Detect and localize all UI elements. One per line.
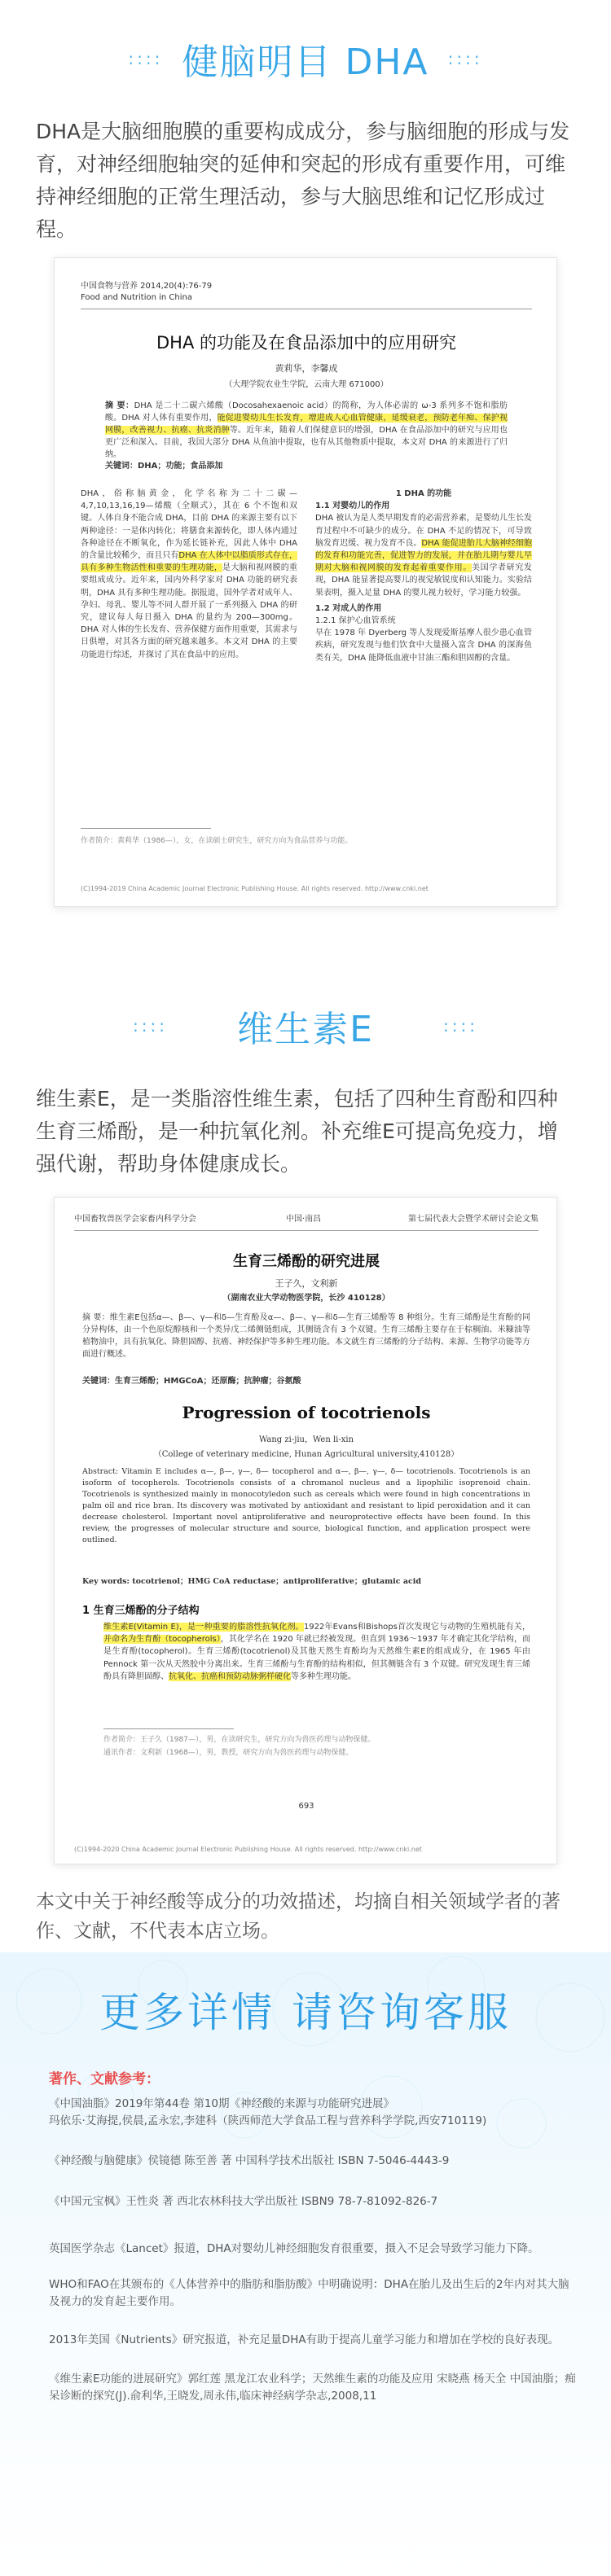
paper2-footer: (C)1994-2020 China Academic Journal Electronic Publishing House. All rights reserved. http://www.cnki.net	[74, 1846, 422, 1853]
right-column-highlight: DHA 能促进胎儿大脑神经细胞的发育和功能完善，促进智力的发展，并在胎儿期与婴儿早期对大脑和视网膜的发育起着重要作用。	[315, 538, 532, 573]
section-vitamin-e-heading	[0, 1000, 611, 1052]
paper2-abstract-cn: 摘 要：维生素E包括α—、β—、γ—和δ—生育酚及α—、β—、γ—和δ—生育三烯酚等 8 种组分。生育三烯酚是生育酚的同分异构体，由一个色原烷醇核和一个类异戊二烯侧链组成，其侧链含有 3 个双键。生育三烯酚主要存在于棕榈油、米糠油等植物油中，具有抗氧化、降胆固醇、抗癌、神经保护等多种生理功能。本文就生育三烯酚的分子结构、来源、生物学功能等方面进行概述。	[82, 1313, 530, 1359]
paper2-header-rule	[74, 1230, 538, 1231]
paper2-title-cn: 生育三烯酚的研究进展	[233, 1253, 380, 1270]
reference-item: 《神经酸与脑健康》侯镜德 陈至善 著 中国科学技术出版社 ISBN 7-5046-4443-9	[49, 2154, 450, 2167]
reference-item: 2013年美国《Nutrients》研究报道，补充足量DHA有助于提高儿童学习能力和增加在学校的良好表现。	[49, 2333, 560, 2346]
left-column-highlight: DHA 在人体中以脂质形式存在，具有多种生物活性和重要的生理功能，	[81, 551, 297, 573]
body-highlight-1: 维生素E(Vitamin E)，是一种重要的脂溶性抗氧化剂。	[103, 1623, 304, 1632]
reference-item: 《中国油脂》2019年第44卷 第10期《神经酸的来源与功能研究进展》 玛依乐·艾海提,侯晨,孟永宏,李建科（陕西师范大学食品工程与营养科学学院,西安710119)	[49, 2097, 487, 2127]
body-highlight-3: 抗氧化、抗癌和预防动脉粥样硬化	[169, 1671, 291, 1681]
heading-dots-right: ::::	[443, 1016, 478, 1036]
vitamin-e-paper-scan: 中国畜牧兽医学会家畜内科学分会 中国·南昌 第七届代表大会暨学术研讨会论文集 生育三烯酚的研究进展 王子久，文利新 （湖南农业大学动物医学院，长沙 410128） 摘 要：维生素E包括α—、β—、γ—和δ—生育酚及α—、β—、γ—和δ—生育三烯酚等 8 种组分。生育三烯酚是生育酚的同分异构体，由一个色原烷醇核和一个类异戊二烯侧链组成，其侧链含有 3 个双键。生育三烯酚主要存在于棕榈油、米糠油等植物油中，具有抗氧化、降胆固醇、抗癌、神经保护等多种生理功能。本文就生育三烯酚的分子结构、来源、生物学功能等方面进行概述。 关键词：生育三烯酚；HMGCoA；还原酶；抗肿瘤；谷氨酸 Progression of tocotrienols Wang zi-jiu，Wen li-xin （College of veterinary medicine, Hunan Agricultural university,410128） Abstract: Vitamin E includes α—, β—, γ—, δ— tocopherol and α—, β—, γ—, δ— tocotrienols. Tocotrienols is an isoform of tocopherols. Tocotrienols consists of a chromanol nucleus and a lipophilic isoprenoid chain. Tocotrienols is synthesized mainly in monocotyledon such as cereals which were found in high concentrations in palm oil and rice bran. Its discovery was motivated by antioxidant and resistant to lipid peroxidation and it can decrease cholesterol. Important novel antiproliferative and neuroprotective effects have been found. In this review, the progresses of molecular structure and source, biological function, and application prospect were outlined. Key words: tocotrienol；HMG CoA reductase；antiproliferative；glutamic acid 1 生育三烯酚的分子结构 维生素E(Vitamin E)，是一种重要的脂溶性抗氧化剂。1922年Evans和Bishops首次发现它与动物的生殖机能有关，并命名为生育酚（tocopherols），其化学名在 1920 年就已经被发现。但直到 1936～1937 年才确定其化学结构，而是生育酚(tocopherol)。生育三烯酚(tocotrienol)及其他天然生育酚均为天然维生素E的组成成分，在 1965 年由 Pennock 第一次从天然胶中分离出来。生育三烯酚与生育酚的结构相似，但其侧链含有 3 个双键。研究发现生育三烯酚具有降胆固醇、抗氧化、抗癌和预防动脉粥样硬化等多种生理功能。 作者简介：王子久（1987—），男，在读研究生，研究方向为兽医药理与动物保健。 通讯作者：文利新（1968—），男，教授，研究方向为兽医药理与动物保健。 693 (C)1994-2020 China Academic Journal Electronic Publishing House. All rights reserved. http://www.cnki.net	[54, 1197, 557, 1864]
paper-author-note: 作者简介：黄莉华（1986—），女，在读硕士研究生，研究方向为食品营养与功能。	[81, 837, 353, 845]
paper-left-column: DHA，俗称脑黄金，化学名称为二十二碳—4,7,10,13,16,19—烯酸（全顺式），其在 6 个不饱和双键。人体自身不能合成 DHA，目前 DHA 的来源主要有以下两种途径：一是体内转化；将膳食来源转化，即人体内通过各种途径在不断氧化，作为延长链补充，因此人体中 DHA 的含量比较稀少，而且只有DHA 在人体中以脂质形式存在，具有多种生物活性和重要的生理功能，是大脑和视网膜的重要组成成分。近年来，国内外科学家对 DHA 功能的研究表明，DHA 具有多种生理功能。据报道，国外学者对成年人、孕妇、母乳、婴儿等不同人群开展了一系列摄入 DHA 的研究，建议每人每日摄入 DHA 的量约为 200—300mg。DHA 对人体的生长发育、营养保健方面作用重要，其需求与日俱增，对其各方面的研究越来越多。本文对 DHA 的主要功能进行综述，并探讨了其在食品中的应用。	[81, 489, 298, 659]
paper2-body: 维生素E(Vitamin E)，是一种重要的脂溶性抗氧化剂。1922年Evans和Bishops首次发现它与动物的生殖机能有关，并命名为生育酚（tocopherols），其化学名在 1920 年就已经被发现。但直到 1936～1937 年才确定其化学结构，而是生育酚(tocopherol)。生育三烯酚(tocotrienol)及其他天然生育酚均为天然维生素E的组成成分，在 1965 年由 Pennock 第一次从天然胶中分离出来。生育三烯酚与生育酚的结构相似，但其侧链含有 3 个双键。研究发现生育三烯酚具有降胆固醇、抗氧化、抗癌和预防动脉粥样硬化等多种生理功能。	[103, 1623, 530, 1681]
dha-description: DHA是大脑细胞膜的重要构成成分，参与脑细胞的形成与发育，对神经细胞轴突的延伸和突起的形成有重要作用，可维持神经细胞的正常生理活动，参与大脑思维和记忆形成过程。	[36, 120, 570, 241]
paper2-authors-en: Wang zi-jiu，Wen li-xin	[258, 1435, 354, 1444]
paper-affiliation: （大理学院农业生学院，云南大理 671000）	[224, 380, 389, 389]
section-vitamin-e-title: 维生素E	[237, 1009, 374, 1050]
paper2-author-note-2: 通讯作者：文利新（1968—），男，教授，研究方向为兽医药理与动物保健。	[103, 1749, 354, 1757]
paper2-authors-cn: 王子久，文利新	[275, 1278, 338, 1289]
paper2-page-number: 693	[298, 1802, 314, 1811]
paper-footnote-rule	[81, 828, 211, 829]
section-dha-heading	[0, 33, 611, 85]
heading-dots-right: ::::	[447, 49, 483, 68]
paper2-keywords-cn: 关键词：生育三烯酚；HMGCoA；还原酶；抗肿瘤；谷氨酸	[82, 1377, 301, 1386]
abstract-highlight: 能促进婴幼儿生长发育，增进成人心血管健康，延缓衰老，预防老年痴、保护视网膜，改善视力、抗癌、抗炎消肿	[105, 414, 508, 435]
paper2-section-heading: 1 生育三烯酚的分子结构	[82, 1605, 200, 1617]
body-highlight-2: 并命名为生育酚（tocopherols）	[103, 1635, 221, 1645]
paper-right-column: 1 DHA 的功能 1.1 对婴幼儿的作用 DHA 被认为是人类早期发育的必需营养素，是婴幼儿生长发育过程中不可缺少的成分。在 DHA 不足的情况下，可导致脑发育迟缓、视力发育不良。DHA 能促进胎儿大脑神经细胞的发育和功能完善，促进智力的发展，并在胎儿期与婴儿早期对大脑和视网膜的发育起着重要作用。美国学者研究发现，DHA 能显著提高婴儿的视觉敏锐度和认知能力。实验结果表明，摄入足量 DHA 的婴儿视力较好，学习能力较强。 1.2 对成人的作用 1.2.1 保护心血管系统 早在 1978 年 Dyerberg 等人发现爱斯基摩人很少患心血管疾病，研究发现与他们饮食中大量摄入富含 DHA 的深海鱼类有关，DHA 能降低血液中甘油三酯和胆固醇的含量。	[315, 489, 533, 663]
contact-service-banner: 更多详情 请咨询客服	[99, 1989, 512, 2036]
paper2-author-note: 作者简介：王子久（1987—），男，在读研究生，研究方向为兽医药理与动物保健。	[103, 1736, 376, 1744]
paper-journal-line: 中国食物与营养 2014,20(4):76-79 Food and Nutrition in China	[81, 282, 213, 302]
paper2-affiliation-en: （College of veterinary medicine, Hunan Agricultural university,410128）	[153, 1450, 459, 1459]
paper-abstract: 摘 要：DHA 是二十二碳六烯酸（Docosahexaenoic acid）的简称，为人体必需的 ω-3 系列多不饱和脂肪酸。DHA 对人体有重要作用，能促进婴幼儿生长发育，增进成人心血管健康，延缓衰老，预防老年痴、保护视网膜，改善视力、抗癌、抗炎消肿等。近年来，随着人们保健意识的增强，DHA 在食品添加中的研究与应用也更广泛和深入。目前，我国大部分 DHA 从鱼油中提取，也有从其他物质中提取，本文对 DHA 的来源进行了归纳。	[105, 401, 508, 459]
vitamin-e-description: 维生素E，是一类脂溶性维生素，包括了四种生育酚和四种生育三烯酚，是一种抗氧化剂。补充维E可提高免疫力，增强代谢，帮助身体健康成长。	[36, 1087, 558, 1176]
paper-title: DHA 的功能及在食品添加中的应用研究	[156, 333, 456, 353]
reference-item: WHO和FAO在其颁布的《人体营养中的脂肪和脂肪酸》中明确说明：DHA在胎儿及出生后的2年内对其大脑及视力的发育起主要作用。	[49, 2278, 569, 2308]
paper2-affiliation-cn: （湖南农业大学动物医学院，长沙 410128）	[222, 1294, 390, 1303]
paper2-footnote-rule	[103, 1728, 234, 1729]
paper2-abstract-en: Abstract: Vitamin E includes α—, β—, γ—, δ— tocopherol and α—, β—, γ—, δ— tocotrienols. Tocotrienols is an isoform of tocopherols. Tocotrienols consists of a chromanol nucleus and a lipophilic isoprenoid chain. Tocotrienols is synthesized mainly in monocotyledon such as cereals which were found in high concentrations in palm oil and rice bran. Its discovery was motivated by antioxidant and resistant to lipid peroxidation and it can decrease cholesterol. Important novel antiproliferative and neuroprotective effects have been found. In this review, the progresses of molecular structure and source, biological function, and application prospect were outlined.	[82, 1467, 530, 1544]
paper2-title-en: Progression of tocotrienols	[182, 1403, 431, 1422]
paper-authors: 黄莉华，李馨成	[275, 363, 338, 374]
dha-paper-scan	[54, 257, 557, 907]
section-dha-title: 健脑明目 DHA	[182, 42, 429, 83]
disclaimer-text: 本文中关于神经酸等成分的功效描述，均摘自相关领域学者的著作、文献，不代表本店立场。	[36, 1891, 560, 1942]
paper-keywords: 关键词：DHA；功能；食品添加	[105, 462, 223, 471]
paper2-keywords-en: Key words: tocotrienol；HMG CoA reductase；antiproliferative；glutamic acid	[82, 1577, 422, 1586]
reference-item: 《中国元宝枫》王性炎 著 西北农林科技大学出版社 ISBN9 78-7-81092-826-7	[49, 2195, 438, 2208]
paper-footer: (C)1994-2019 China Academic Journal Electronic Publishing House. All rights reserved. http://www.cnki.net	[81, 885, 429, 892]
reference-item: 英国医学杂志《Lancet》报道，DHA对婴幼儿神经细胞发育很重要，摄入不足会导致学习能力下降。	[49, 2242, 539, 2255]
reference-item: 《维生素E功能的进展研究》郭红莲 黑龙江农业科学；天然维生素的功能及应用 宋晓燕 杨天全 中国油脂；痴呆诊断的探究(J).俞利华,王晓发,周永伟,临床神经病学杂志,2008,11	[49, 2372, 576, 2403]
heading-dots-left: ::::	[133, 1016, 168, 1036]
heading-dots-left: ::::	[128, 49, 164, 68]
references-heading: 著作、文献参考：	[49, 2071, 160, 2088]
